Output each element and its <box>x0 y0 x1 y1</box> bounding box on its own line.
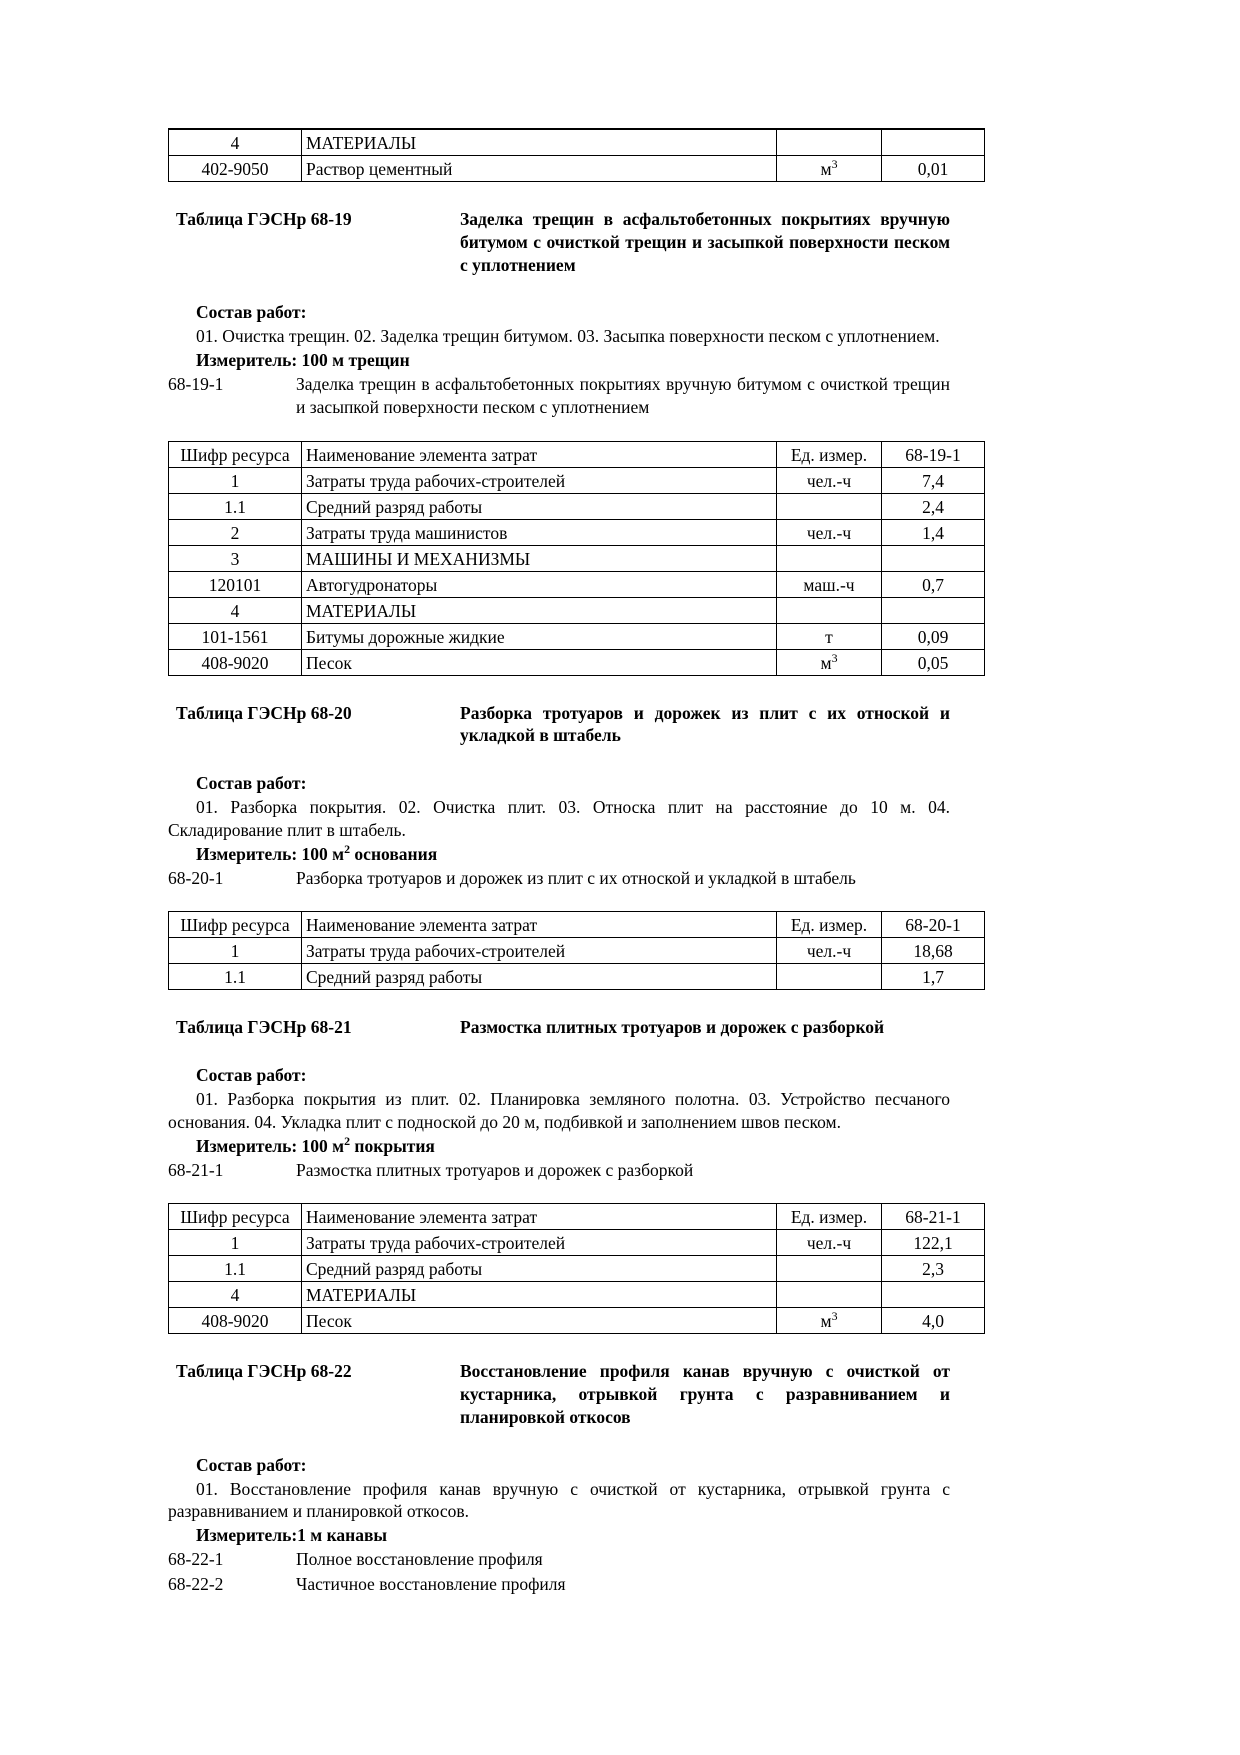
cell-unit <box>777 964 882 990</box>
header-unit: Ед. измер. <box>777 1204 882 1230</box>
cell-element-name: Затраты труда рабочих-строителей <box>302 1230 777 1256</box>
cell-element-name: Автогудронаторы <box>302 571 777 597</box>
cell-value: 0,01 <box>882 156 985 182</box>
cell-unit: чел.-ч <box>777 519 882 545</box>
table-row <box>169 571 985 597</box>
table-header-row <box>169 1204 985 1230</box>
norm-line <box>168 1573 950 1596</box>
table-row <box>169 623 985 649</box>
document-content <box>168 128 961 1596</box>
cell-resource-code: 4 <box>169 129 302 156</box>
cell-value: 1,4 <box>882 519 985 545</box>
cell-element-name: Средний разряд работы <box>302 964 777 990</box>
header-resource-code: Шифр ресурса <box>169 441 302 467</box>
resource-table-68-19 <box>168 441 985 676</box>
cell-unit <box>777 1256 882 1282</box>
cell-element-name: Раствор цементный <box>302 156 777 182</box>
sostav-label: Состав работ: <box>196 302 307 323</box>
table-number: Таблица ГЭСНр 68-19 <box>176 209 352 229</box>
cell-element-name: Средний разряд работы <box>302 1256 777 1282</box>
cell-resource-code: 408-9020 <box>169 1308 302 1334</box>
table-continuation-materials <box>168 128 985 182</box>
sostav-text: 01. Очистка трещин. 02. Заделка трещин битумом. 03. Засыпка поверхности песком с уплотнением. <box>196 326 940 347</box>
table-row <box>169 545 985 571</box>
cell-unit: $м^3$ <box>777 649 882 675</box>
norm-code: 68-19-1 <box>168 374 224 394</box>
table-row <box>169 1282 985 1308</box>
table-number: Таблица ГЭСНр 68-21 <box>176 1017 352 1038</box>
resource-table-68-20 <box>168 911 985 990</box>
table-title: Заделка трещин в асфальтобетонных покрытиях вручную битумом с очисткой трещин и засыпкой поверхности песком с уплотнением <box>460 209 950 275</box>
cell-unit: $м^3$ <box>777 1308 882 1334</box>
sostav-text: 01. Восстановление профиля канав вручную с очисткой от кустарника, отрывкой грунта с разравниванием и планировкой откосов. <box>168 1478 950 1522</box>
norm-text: Разборка тротуаров и дорожек из плит с их отноской и укладкой в штабель <box>296 867 856 888</box>
section-heading-68-22 <box>168 1360 950 1428</box>
cell-value: 18,68 <box>882 938 985 964</box>
norm-code: 68-22-1 <box>168 1549 224 1569</box>
cell-resource-code: 4 <box>169 1282 302 1308</box>
cell-value: 2,4 <box>882 493 985 519</box>
cell-value <box>882 1282 985 1308</box>
cell-element-name: Затраты труда машинистов <box>302 519 777 545</box>
header-resource-code: Шифр ресурса <box>169 1204 302 1230</box>
cell-resource-code: 4 <box>169 597 302 623</box>
cell-resource-code: 120101 <box>169 571 302 597</box>
cell-element-name: МАТЕРИАЛЫ <box>302 1282 777 1308</box>
cell-resource-code: 1 <box>169 938 302 964</box>
norm-line <box>168 1548 950 1571</box>
norm-code: 68-21-1 <box>168 1159 224 1180</box>
table-header-row <box>169 441 985 467</box>
cell-value: 0,05 <box>882 649 985 675</box>
table-header-row <box>169 912 985 938</box>
header-norm-value: 68-21-1 <box>882 1204 985 1230</box>
cell-element-name: Средний разряд работы <box>302 493 777 519</box>
cell-element-name: МАШИНЫ И МЕХАНИЗМЫ <box>302 545 777 571</box>
cell-resource-code: 2 <box>169 519 302 545</box>
norm-text: Заделка трещин в асфальтобетонных покрытиях вручную битумом с очисткой трещин и засыпкой поверхности песком с уплотнением <box>296 374 950 417</box>
cell-resource-code: 1.1 <box>169 1256 302 1282</box>
sostav-text: 01. Разборка покрытия. 02. Очистка плит. 03. Относка плит на расстояние до 10 м. 04. Складирование плит в штабель. <box>168 797 950 840</box>
cell-value: 0,09 <box>882 623 985 649</box>
section-heading-68-20 <box>168 702 950 748</box>
header-unit: Ед. измер. <box>777 912 882 938</box>
sostav-label: Состав работ: <box>196 1454 307 1475</box>
cell-unit <box>777 1282 882 1308</box>
table-row <box>169 519 985 545</box>
table-row <box>169 649 985 675</box>
cell-unit: чел.-ч <box>777 1230 882 1256</box>
table-row <box>169 493 985 519</box>
norm-text: Размостка плитных тротуаров и дорожек с разборкой <box>296 1159 694 1180</box>
cell-element-name: Затраты труда рабочих-строителей <box>302 938 777 964</box>
cell-unit <box>777 129 882 156</box>
table-row <box>169 597 985 623</box>
cell-unit: $м^3$ <box>777 156 882 182</box>
resource-table-68-21 <box>168 1203 985 1334</box>
table-title: Разборка тротуаров и дорожек из плит с их отноской и укладкой в штабель <box>460 702 950 746</box>
header-resource-code: Шифр ресурса <box>169 912 302 938</box>
cell-unit: т <box>777 623 882 649</box>
cell-unit <box>777 493 882 519</box>
header-element-name: Наименование элемента затрат <box>302 441 777 467</box>
section-heading-68-19 <box>168 208 950 276</box>
norm-line <box>168 867 950 890</box>
sostav-label: Состав работ: <box>196 1065 307 1085</box>
cell-value: 1,7 <box>882 964 985 990</box>
cell-element-name: Песок <box>302 1308 777 1334</box>
table-row <box>169 964 985 990</box>
table-row <box>169 156 985 182</box>
cell-resource-code: 1.1 <box>169 493 302 519</box>
izmeritel: Измеритель: 100 $м^2$ основания <box>196 841 438 864</box>
table-title: Размостка плитных тротуаров и дорожек с разборкой <box>460 1017 885 1038</box>
norm-line <box>168 1159 950 1182</box>
cell-element-name: Песок <box>302 649 777 675</box>
header-unit: Ед. измер. <box>777 441 882 467</box>
header-element-name: Наименование элемента затрат <box>302 1204 777 1230</box>
norm-line <box>168 373 950 419</box>
cell-resource-code: 1 <box>169 1230 302 1256</box>
norm-code: 68-22-2 <box>168 1573 224 1594</box>
sostav-label: Состав работ: <box>196 773 307 793</box>
norm-text: Полное восстановление профиля <box>296 1549 543 1569</box>
header-element-name: Наименование элемента затрат <box>302 912 777 938</box>
cell-value: 122,1 <box>882 1230 985 1256</box>
cell-resource-code: 408-9020 <box>169 649 302 675</box>
cell-value: 2,3 <box>882 1256 985 1282</box>
cell-unit: чел.-ч <box>777 467 882 493</box>
table-row <box>169 1308 985 1334</box>
cell-value <box>882 597 985 623</box>
cell-element-name: Затраты труда рабочих-строителей <box>302 467 777 493</box>
cell-unit: чел.-ч <box>777 938 882 964</box>
cell-resource-code: 1.1 <box>169 964 302 990</box>
izmeritel: Измеритель: 100 $м^2$ покрытия <box>196 1133 435 1156</box>
cell-unit <box>777 597 882 623</box>
cell-value <box>882 545 985 571</box>
cell-value <box>882 129 985 156</box>
cell-unit: маш.-ч <box>777 571 882 597</box>
cell-resource-code: 1 <box>169 467 302 493</box>
table-number: Таблица ГЭСНр 68-20 <box>176 702 352 723</box>
section-heading-68-21 <box>168 1016 950 1039</box>
norm-text: Частичное восстановление профиля <box>296 1573 566 1594</box>
izmeritel: Измеритель: 100 м трещин <box>196 350 410 370</box>
cell-element-name: МАТЕРИАЛЫ <box>302 597 777 623</box>
header-norm-value: 68-19-1 <box>882 441 985 467</box>
cell-resource-code: 101-1561 <box>169 623 302 649</box>
table-row <box>169 1256 985 1282</box>
sostav-text: 01. Разборка покрытия из плит. 02. Планировка земляного полотна. 03. Устройство песчаного основания. 04. Укладка плит с подноской до 20 м, подбивкой и заполнением швов песком. <box>168 1089 950 1132</box>
cell-resource-code: 402-9050 <box>169 156 302 182</box>
cell-element-name: Битумы дорожные жидкие <box>302 623 777 649</box>
izmeritel: Измеритель:1 м канавы <box>196 1525 388 1545</box>
cell-value: 4,0 <box>882 1308 985 1334</box>
header-norm-value: 68-20-1 <box>882 912 985 938</box>
cell-unit <box>777 545 882 571</box>
table-row <box>169 938 985 964</box>
cell-value: 0,7 <box>882 571 985 597</box>
cell-element-name: МАТЕРИАЛЫ <box>302 129 777 156</box>
table-row <box>169 129 985 156</box>
table-row <box>169 1230 985 1256</box>
norm-code: 68-20-1 <box>168 867 224 888</box>
table-title: Восстановление профиля канав вручную с очисткой от кустарника, отрывкой грунта с разравниванием и планировкой откосов <box>460 1361 950 1427</box>
cell-value: 7,4 <box>882 467 985 493</box>
table-number: Таблица ГЭСНр 68-22 <box>176 1361 352 1382</box>
cell-resource-code: 3 <box>169 545 302 571</box>
table-row <box>169 467 985 493</box>
